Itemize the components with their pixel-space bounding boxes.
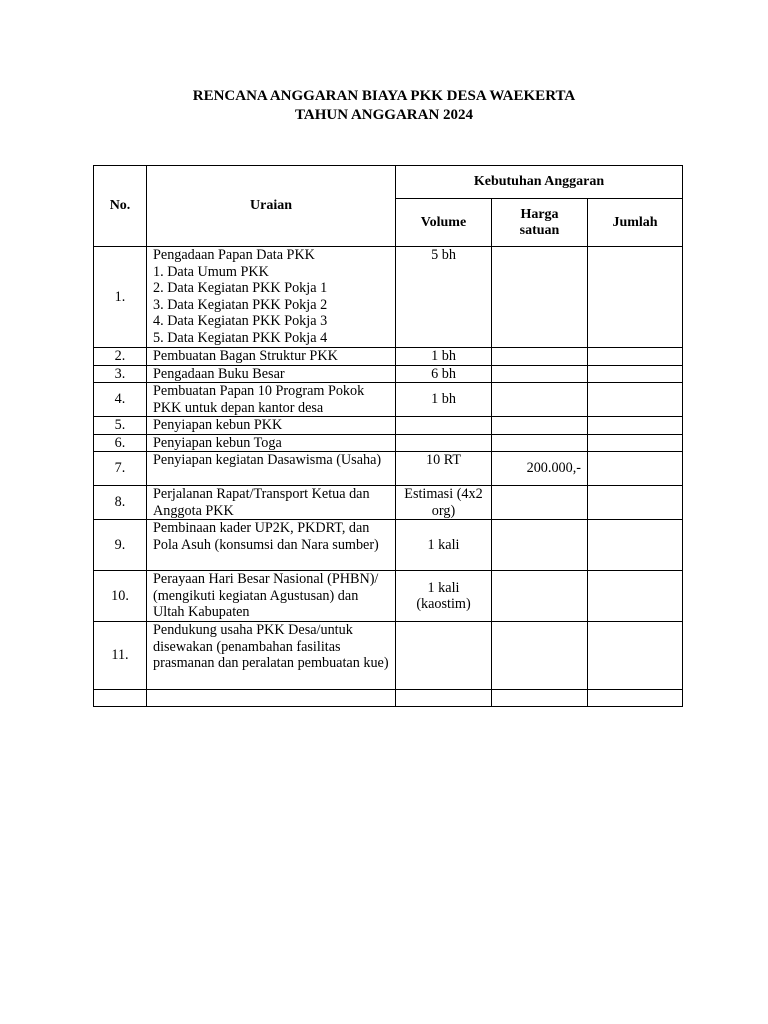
table-row bbox=[94, 571, 683, 622]
row-jumlah bbox=[588, 417, 683, 435]
empty-cell bbox=[94, 690, 147, 707]
row-volume: 1 kali (kaostim) bbox=[396, 571, 492, 622]
row-volume: 1 kali bbox=[396, 520, 492, 571]
row-number: 7. bbox=[94, 452, 147, 486]
sub-item: 1. Data Umum PKK bbox=[153, 263, 269, 280]
row-volume: 1 bh bbox=[396, 348, 492, 366]
row-harga-satuan bbox=[492, 417, 588, 435]
empty-cell bbox=[147, 690, 396, 707]
header-kebutuhan-anggaran: Kebutuhan Anggaran bbox=[396, 166, 683, 199]
row-jumlah bbox=[588, 434, 683, 452]
row-volume: 10 RT bbox=[396, 452, 492, 486]
row-uraian-title: Pengadaan Papan Data PKK bbox=[153, 247, 315, 263]
row-harga-satuan bbox=[492, 520, 588, 571]
row-jumlah bbox=[588, 622, 683, 690]
row-number: 8. bbox=[94, 486, 147, 520]
row-uraian: Pengadaan Buku Besar bbox=[147, 365, 396, 383]
budget-table bbox=[93, 165, 683, 707]
row-jumlah bbox=[588, 520, 683, 571]
row-uraian: Pembinaan kader UP2K, PKDRT, dan Pola Asuh (konsumsi dan Nara sumber) bbox=[147, 520, 396, 571]
header-uraian: Uraian bbox=[147, 166, 396, 247]
table-row-empty bbox=[94, 690, 683, 707]
row-harga-satuan bbox=[492, 434, 588, 452]
row-number: 5. bbox=[94, 417, 147, 435]
empty-cell bbox=[396, 690, 492, 707]
row-harga-satuan bbox=[492, 383, 588, 417]
row-harga-satuan bbox=[492, 486, 588, 520]
row-number: 2. bbox=[94, 348, 147, 366]
row-volume: Estimasi (4x2 org) bbox=[396, 486, 492, 520]
row-volume: 5 bh bbox=[396, 247, 492, 348]
row-jumlah bbox=[588, 365, 683, 383]
row-jumlah bbox=[588, 348, 683, 366]
row-jumlah bbox=[588, 486, 683, 520]
header-no: No. bbox=[94, 166, 147, 247]
row-number: 11. bbox=[94, 622, 147, 690]
row-uraian: Pembuatan Papan 10 Program Pokok PKK untuk depan kantor desa bbox=[147, 383, 396, 417]
document-subtitle: TAHUN ANGGARAN 2024 bbox=[294, 107, 474, 123]
sub-item: 5. Data Kegiatan PKK Pokja 4 bbox=[153, 329, 328, 346]
row-volume: 6 bh bbox=[396, 365, 492, 383]
header-jumlah: Jumlah bbox=[588, 199, 683, 247]
row-volume bbox=[396, 417, 492, 435]
row-jumlah bbox=[588, 571, 683, 622]
table-row bbox=[94, 383, 683, 417]
table-row bbox=[94, 417, 683, 435]
empty-cell bbox=[588, 690, 683, 707]
row-number: 4. bbox=[94, 383, 147, 417]
row-number: 3. bbox=[94, 365, 147, 383]
row-number: 6. bbox=[94, 434, 147, 452]
row-harga-satuan bbox=[492, 571, 588, 622]
table-row bbox=[94, 486, 683, 520]
empty-cell bbox=[492, 690, 588, 707]
header-harga-satuan: Harga satuan bbox=[492, 199, 588, 247]
row-uraian: Penyiapan kegiatan Dasawisma (Usaha) bbox=[147, 452, 396, 486]
row-volume bbox=[396, 622, 492, 690]
row-uraian: Penyiapan kebun PKK bbox=[147, 417, 396, 435]
table-row bbox=[94, 622, 683, 690]
document-title: RENCANA ANGGARAN BIAYA PKK DESA WAEKERTA bbox=[192, 88, 576, 104]
header-volume: Volume bbox=[396, 199, 492, 247]
row-harga-satuan bbox=[492, 348, 588, 366]
row-harga-satuan bbox=[492, 247, 588, 348]
row-jumlah bbox=[588, 247, 683, 348]
row-uraian: Pendukung usaha PKK Desa/untuk disewakan (penambahan fasilitas prasmanan dan peralatan pembuatan kue) bbox=[147, 622, 396, 690]
table-row bbox=[94, 348, 683, 366]
row-uraian: Penyiapan kebun Toga bbox=[147, 434, 396, 452]
header-row bbox=[94, 166, 683, 199]
table-row bbox=[94, 365, 683, 383]
row-volume: 1 bh bbox=[396, 383, 492, 417]
row-number: 1. bbox=[94, 247, 147, 348]
row-harga-satuan bbox=[492, 365, 588, 383]
table-row bbox=[94, 452, 683, 486]
row-uraian bbox=[147, 247, 396, 348]
row-volume bbox=[396, 434, 492, 452]
row-number: 9. bbox=[94, 520, 147, 571]
table-row bbox=[94, 434, 683, 452]
sub-item: 4. Data Kegiatan PKK Pokja 3 bbox=[153, 313, 328, 329]
row-uraian: Perayaan Hari Besar Nasional (PHBN)/ (mengikuti kegiatan Agustusan) dan Ultah Kabupaten bbox=[147, 571, 396, 622]
row-jumlah bbox=[588, 383, 683, 417]
row-harga-satuan: 200.000,- bbox=[492, 452, 588, 486]
table-row bbox=[94, 520, 683, 571]
row-number: 10. bbox=[94, 571, 147, 622]
row-uraian: Perjalanan Rapat/Transport Ketua dan Anggota PKK bbox=[147, 486, 396, 520]
table-row bbox=[94, 247, 683, 348]
row-jumlah bbox=[588, 452, 683, 486]
sub-item: 3. Data Kegiatan PKK Pokja 2 bbox=[153, 296, 328, 313]
row-harga-satuan bbox=[492, 622, 588, 690]
row-uraian: Pembuatan Bagan Struktur PKK bbox=[147, 348, 396, 366]
sub-item: 2. Data Kegiatan PKK Pokja 1 bbox=[153, 280, 328, 296]
